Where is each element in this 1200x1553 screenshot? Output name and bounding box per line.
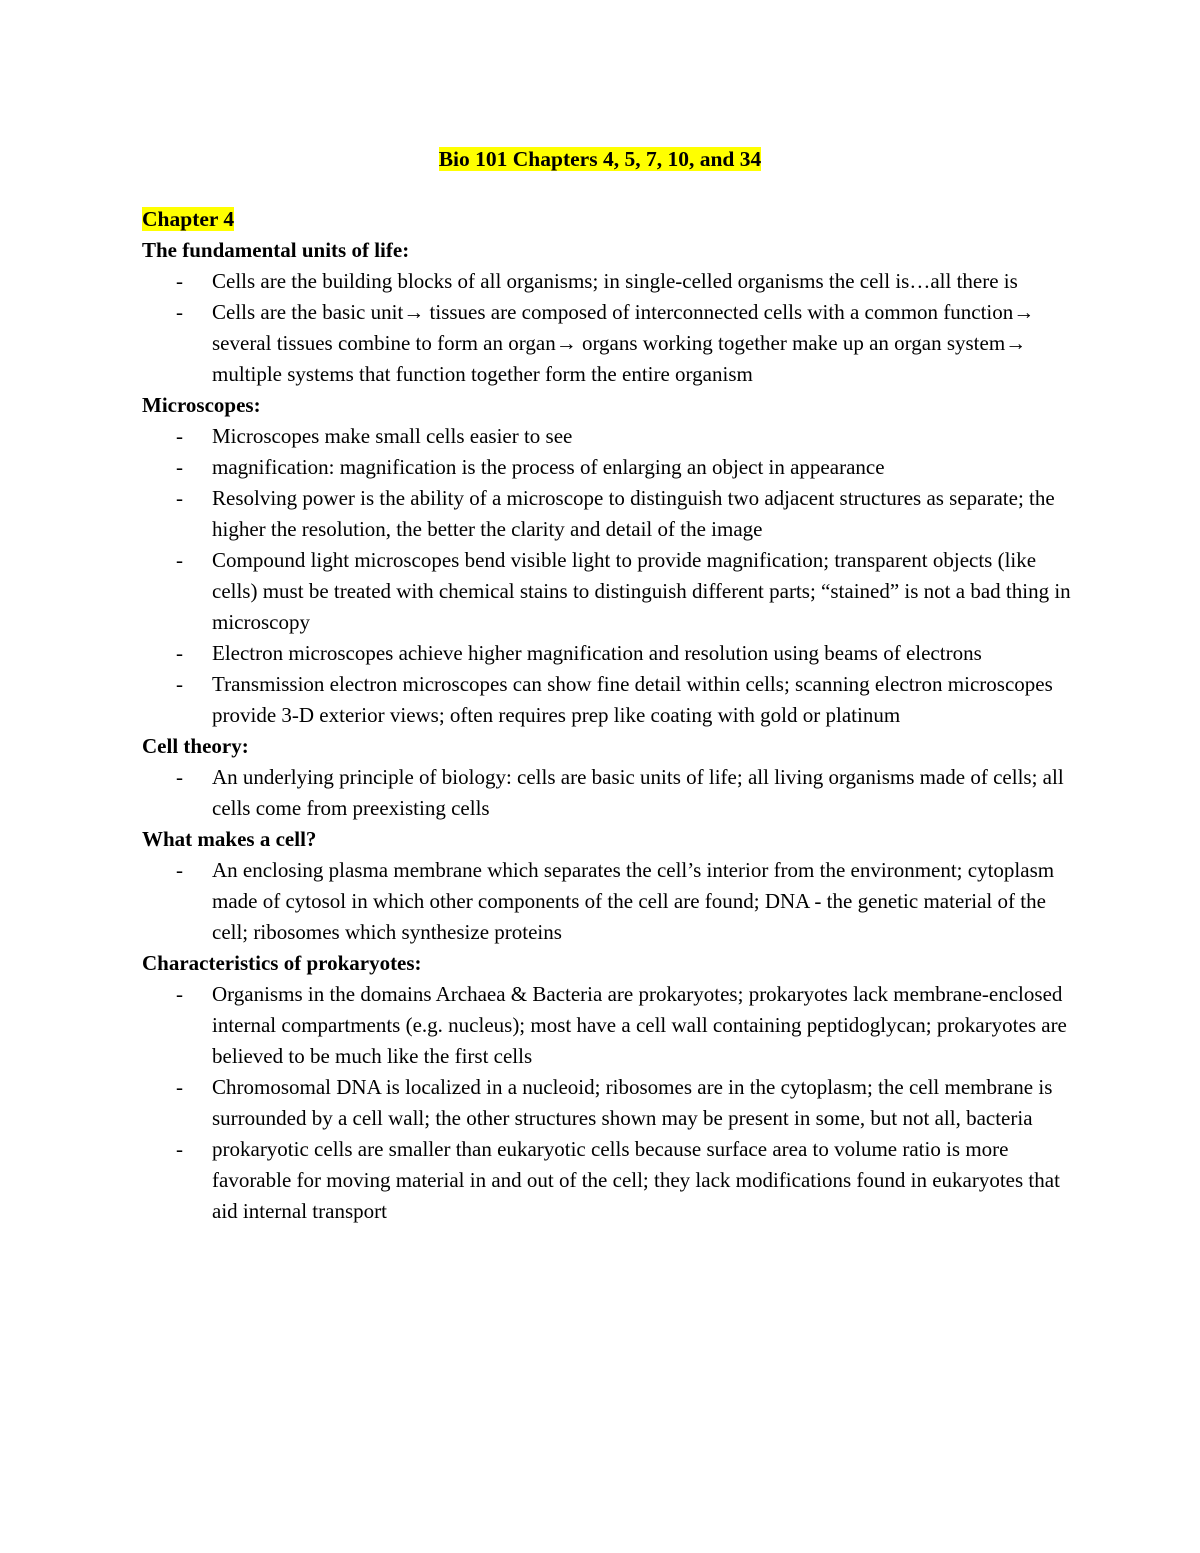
list-item-text: An enclosing plasma membrane which separates the cell’s interior from the environment; cytoplasm made of cytosol in which other components of the cell are found; DNA - the genetic material of the cell; ribosomes which synthesize proteins (212, 858, 1055, 944)
bullet-list (142, 855, 1072, 948)
bullet-dash: - (176, 858, 183, 882)
list-item-text: Chromosomal DNA is localized in a nucleoid; ribosomes are in the cytoplasm; the cell membrane is surrounded by a cell wall; the other structures shown may be present in some, but not all, bacteria (212, 1075, 1053, 1130)
section-microscopes (142, 390, 1072, 731)
list-item-text: An underlying principle of biology: cells are basic units of life; all living organisms made of cells; all cells come from preexisting cells (212, 765, 1064, 820)
list-item-text: Organisms in the domains Archaea & Bacteria are prokaryotes; prokaryotes lack membrane-enclosed internal compartments (e.g. nucleus); most have a cell wall containing peptidoglycan; prokaryotes are believed to be much like the first cells (212, 982, 1067, 1068)
bullet-dash: - (176, 424, 183, 448)
list-item (142, 266, 1072, 297)
list-item (142, 1134, 1072, 1227)
document-title (0, 144, 1200, 174)
section-heading: Microscopes: (142, 393, 261, 417)
document-body (142, 204, 1072, 1227)
section-what-makes-a-cell (142, 824, 1072, 948)
bullet-dash: - (176, 269, 183, 293)
section-heading: The fundamental units of life: (142, 238, 410, 262)
list-item-text: Transmission electron microscopes can show fine detail within cells; scanning electron microscopes provide 3-D exterior views; often requires prep like coating with gold or platinum (212, 672, 1053, 727)
bullet-dash: - (176, 982, 183, 1006)
list-item-text: magnification: magnification is the process of enlarging an object in appearance (212, 455, 885, 479)
list-item (142, 669, 1072, 731)
list-item (142, 855, 1072, 948)
list-item (142, 762, 1072, 824)
bullet-dash: - (176, 1137, 183, 1161)
bullet-dash: - (176, 672, 183, 696)
bullet-list (142, 979, 1072, 1227)
list-item-text: Electron microscopes achieve higher magnification and resolution using beams of electrons (212, 641, 982, 665)
list-item (142, 979, 1072, 1072)
list-item (142, 483, 1072, 545)
bullet-list (142, 762, 1072, 824)
bullet-dash: - (176, 1075, 183, 1099)
section-fundamental-units (142, 235, 1072, 390)
title-text: Bio 101 Chapters 4, 5, 7, 10, and 34 (438, 147, 762, 171)
bullet-list (142, 421, 1072, 731)
list-item-text: Cells are the basic unit→ tissues are composed of interconnected cells with a common function→ several tissues combine to form an organ→ organs working together make up an organ system→ multiple systems that function together form the entire organism (212, 300, 1035, 386)
list-item-text: Microscopes make small cells easier to see (212, 424, 573, 448)
bullet-dash: - (176, 548, 183, 572)
bullet-dash: - (176, 486, 183, 510)
list-item (142, 545, 1072, 638)
bullet-dash: - (176, 765, 183, 789)
list-item (142, 421, 1072, 452)
list-item-text: prokaryotic cells are smaller than eukaryotic cells because surface area to volume ratio is more favorable for moving material in and out of the cell; they lack modifications found in eukaryotes that aid internal transport (212, 1137, 1060, 1223)
list-item-text: Resolving power is the ability of a microscope to distinguish two adjacent structures as separate; the higher the resolution, the better the clarity and detail of the image (212, 486, 1055, 541)
bullet-list (142, 266, 1072, 390)
list-item (142, 452, 1072, 483)
section-cell-theory (142, 731, 1072, 824)
bullet-dash: - (176, 300, 183, 324)
chapter-label: Chapter 4 (142, 207, 235, 231)
section-prokaryotes (142, 948, 1072, 1227)
list-item (142, 1072, 1072, 1134)
section-heading: What makes a cell? (142, 827, 317, 851)
list-item-text: Cells are the building blocks of all organisms; in single-celled organisms the cell is…all there is (212, 269, 1018, 293)
chapter-heading (142, 204, 1072, 235)
bullet-dash: - (176, 455, 183, 479)
section-heading: Cell theory: (142, 734, 249, 758)
section-heading: Characteristics of prokaryotes: (142, 951, 422, 975)
list-item-text: Compound light microscopes bend visible light to provide magnification; transparent objects (like cells) must be treated with chemical stains to distinguish different parts; “stained” is not a bad thing in microscopy (212, 548, 1071, 634)
bullet-dash: - (176, 641, 183, 665)
list-item (142, 297, 1072, 390)
list-item (142, 638, 1072, 669)
